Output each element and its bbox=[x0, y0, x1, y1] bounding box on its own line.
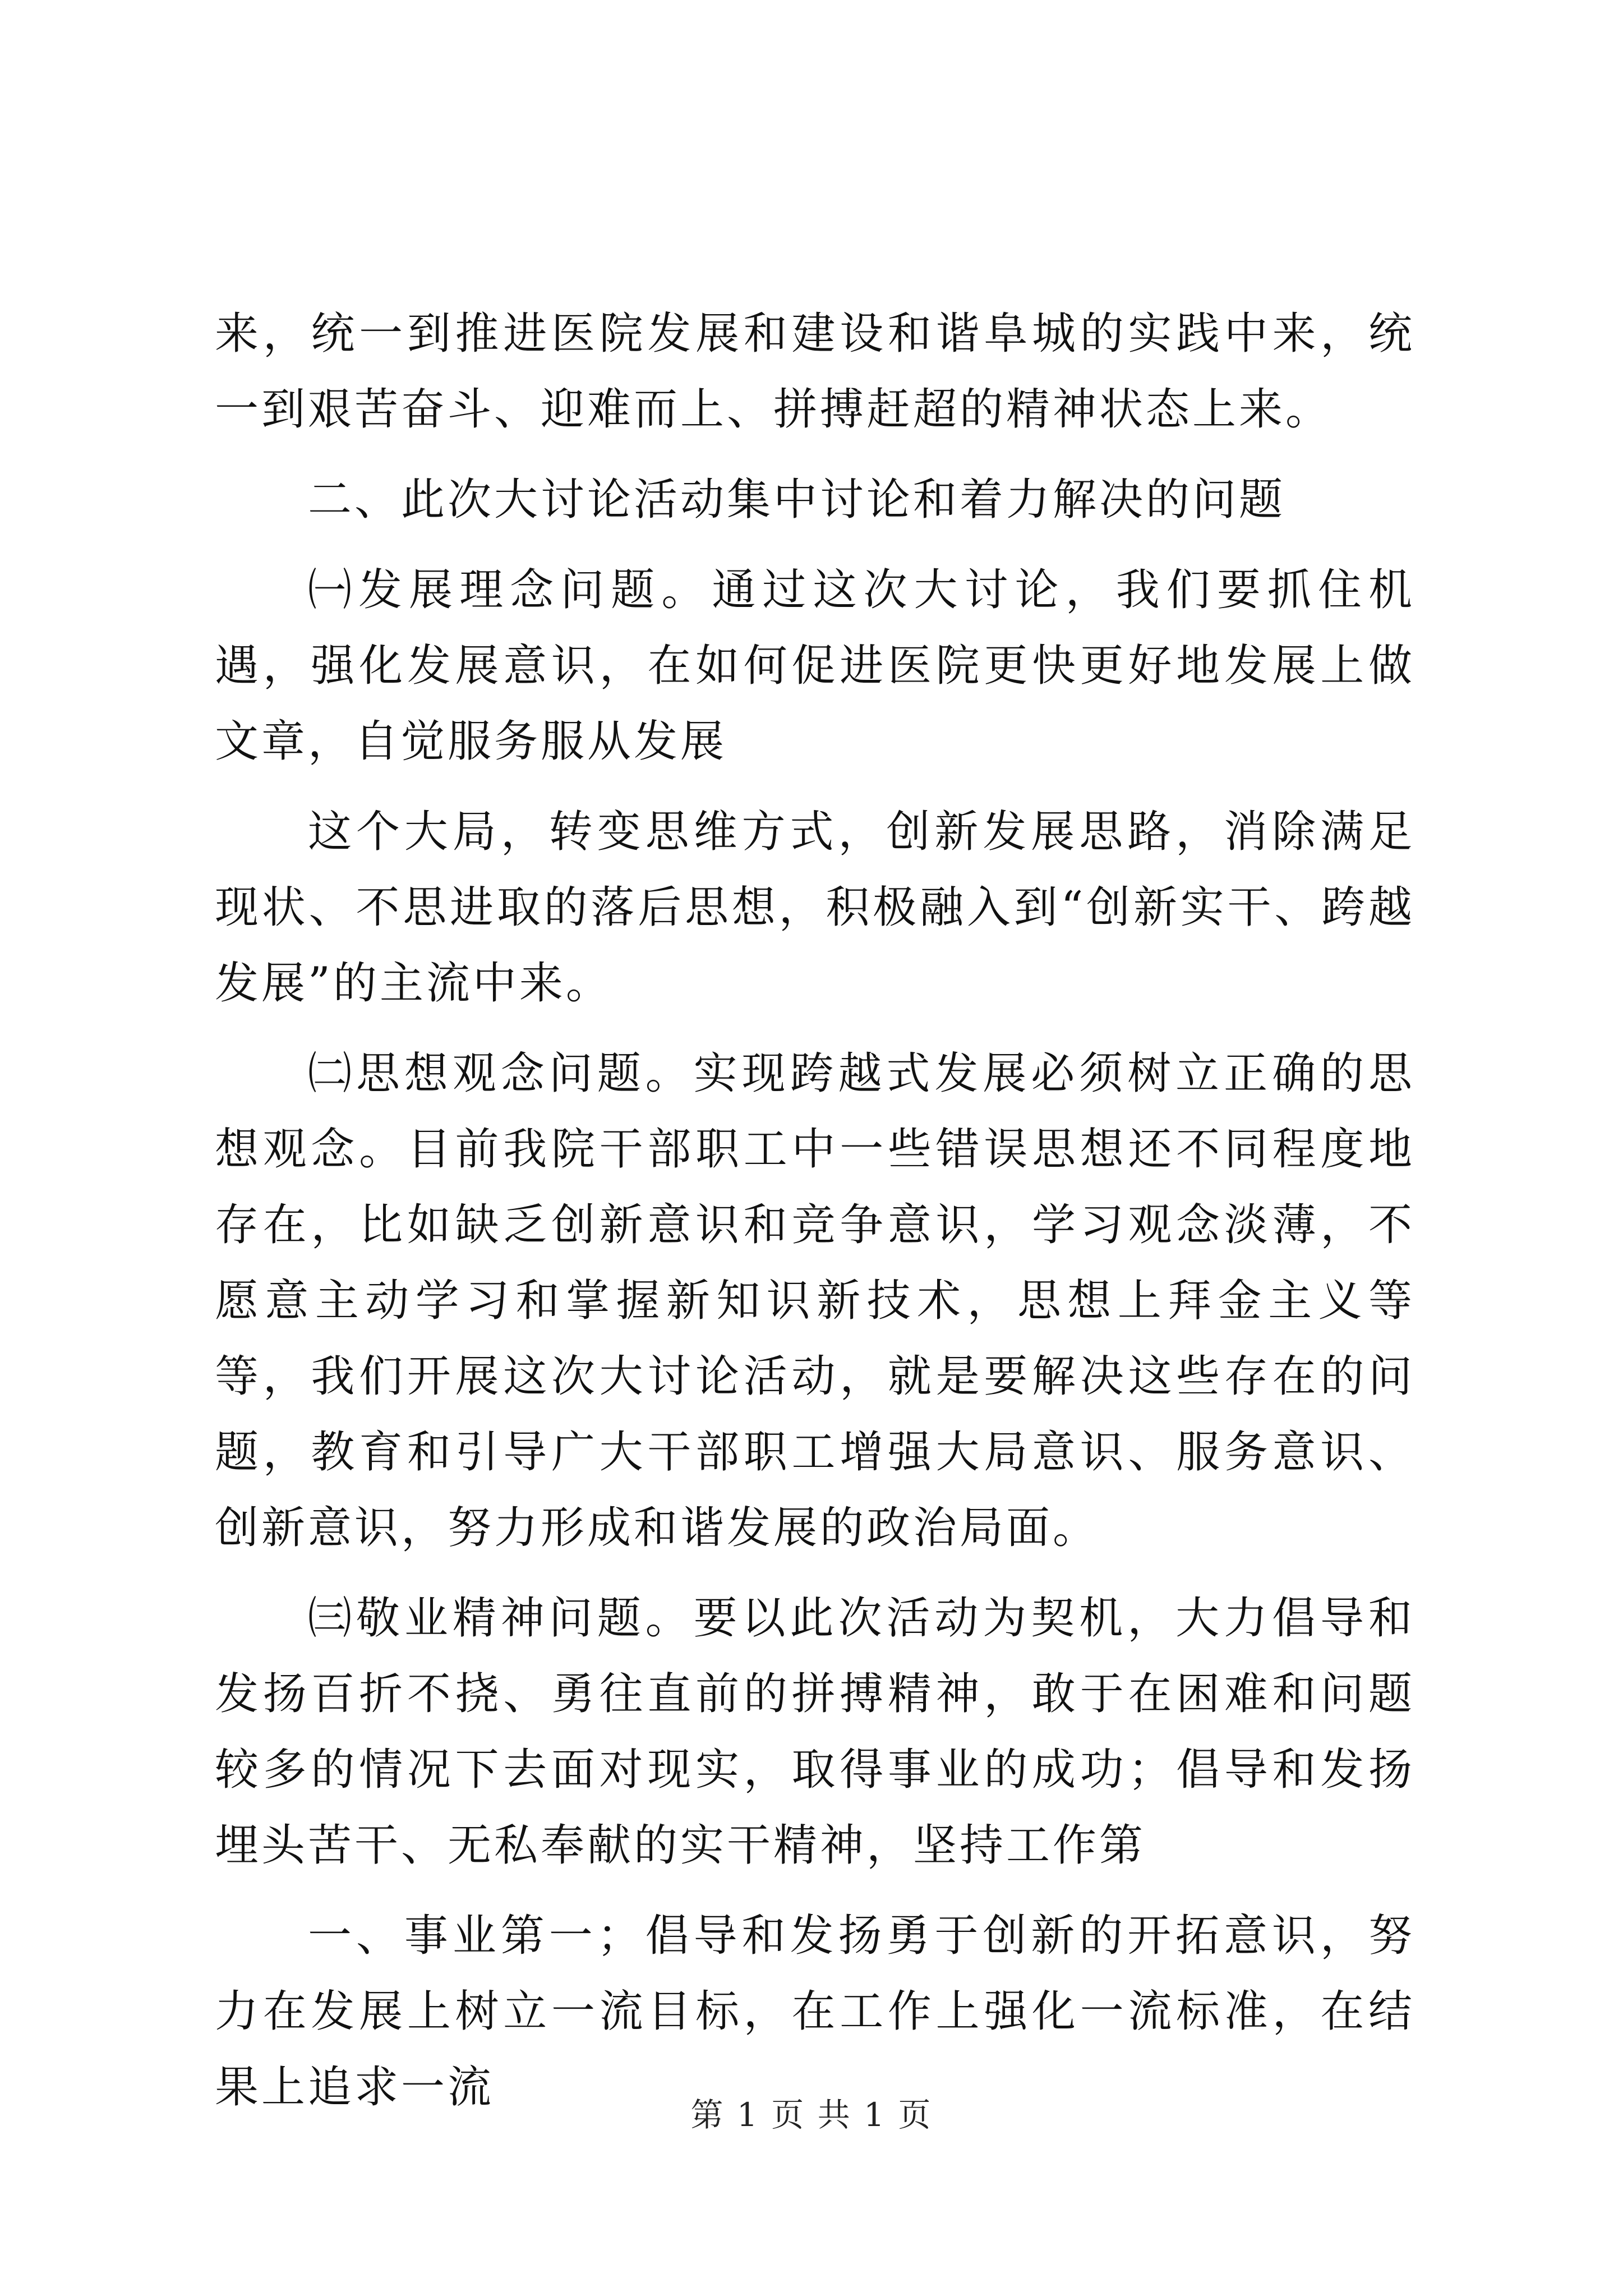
paragraph-ideology: ㈡思想观念问题。实现跨越式发展必须树立正确的思想观念。目前我院干部职工中一些错误思想还不同程度地存在，比如缺乏创新意识和竞争意识，学习观念淡薄，不愿意主动学习和掌握新知识新技术，思想上拜金主义等等，我们开展这次大讨论活动，就是要解决这些存在的问题，教育和引导广大干部职工增强大局意识、服务意识、创新意识，努力形成和谐发展的政治局面。 bbox=[215, 1048, 1415, 1553]
section-heading: 二、此次大讨论活动集中讨论和着力解决的问题 bbox=[308, 475, 1286, 525]
page-number-footer: 第 1 页 共 1 页 bbox=[690, 2096, 933, 2134]
paragraph-dedication: ㈢敬业精神问题。要以此次活动为契机，大力倡导和发扬百折不挠、勇往直前的拼搏精神，敢于在困难和问题较多的情况下去面对现实，取得事业的成功；倡导和发扬埋头苦干、无私奉献的实干精神，坚持工作第 bbox=[215, 1593, 1415, 1871]
paragraph-career-first: 一、事业第一；倡导和发扬勇于创新的开拓意识，努力在发展上树立一流目标，在工作上强化一流标准，在结果上追求一流 bbox=[215, 1911, 1415, 2113]
paragraph-development-concept: ㈠发展理念问题。通过这次大讨论，我们要抓住机遇，强化发展意识，在如何促进医院更快更好地发展上做文章，自觉服务服从发展 bbox=[215, 565, 1415, 767]
paragraph-overall-situation: 这个大局，转变思维方式，创新发展思路，消除满足现状、不思进取的落后思想，积极融入到“创新实干、跨越发展”的主流中来。 bbox=[215, 807, 1415, 1009]
paragraph-continuation: 来，统一到推进医院发展和建设和谐阜城的实践中来，统一到艰苦奋斗、迎难而上、拼搏赶超的精神状态上来。 bbox=[215, 309, 1415, 435]
document-body bbox=[215, 296, 1415, 2125]
